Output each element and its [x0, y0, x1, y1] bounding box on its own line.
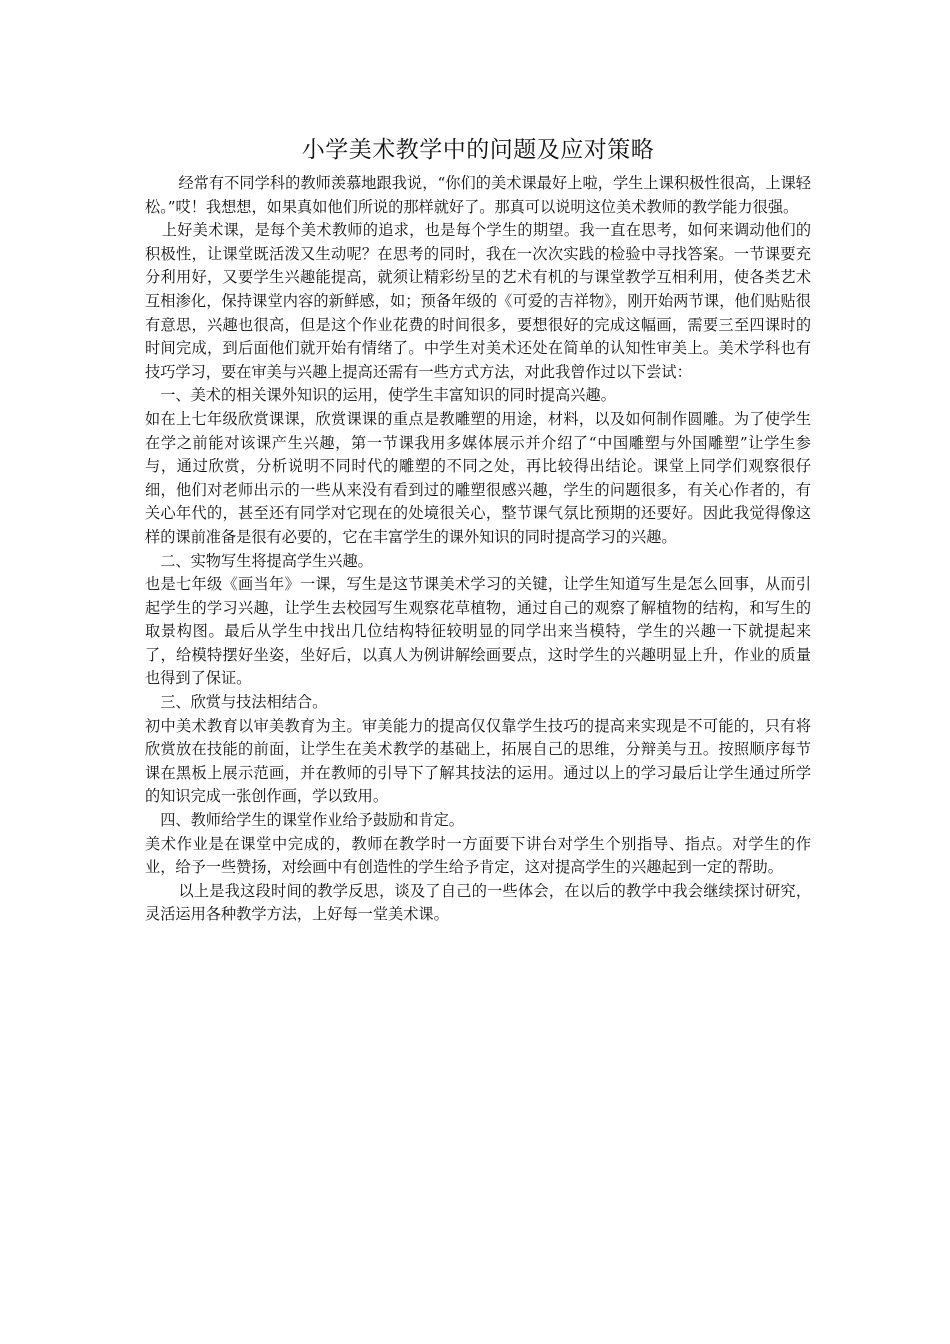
- section-heading-4: 四、教师给学生的课堂作业给予鼓励和肯定。: [160, 811, 464, 830]
- section-heading-3: 三、欣赏与技法相结合。: [160, 693, 328, 712]
- paragraph-conclusion: 以上是我这段时间的教学反思，谈及了自己的一些体会，在以后的教学中我会继续探讨研究，灵活运用各种教学方法，上好每一堂美术课。: [145, 881, 811, 924]
- document-body: [145, 134, 811, 927]
- section-body-1: 如在上七年级欣赏课课，欣赏课课的重点是教雕塑的用途，材料，以及如何制作圆雕。为了使学生在学之前能对该课产生兴趣，第一节课我用多媒体展示并介绍了“中国雕塑与外国雕塑”让学生参与，通过欣赏，分析说明不同时代的雕塑的不同之处，再比较得出结论。课堂上同学们观察很仔细，他们对老师出示的一些从来没有看到过的雕塑很感兴趣，学生的问题很多，有关心作者的，有关心年代的，甚至还有同学对它现在的处境很关心，整节课气氛比预期的还要好。因此我觉得像这样的课前准备是很有必要的，它在丰富学生的课外知识的同时提高学习的兴趣。: [145, 409, 811, 546]
- section-body-3: 初中美术教育以审美教育为主。审美能力的提高仅仅靠学生技巧的提高来实现是不可能的，只有将欣赏放在技能的前面，让学生在美术教学的基础上，拓展自己的思维，分辩美与丑。按照顺序每节课在黑板上展示范画，并在教师的引导下了解其技法的运用。通过以上的学习最后让学生通过所学的知识完成一张创作画，学以致用。: [145, 716, 811, 806]
- paragraph-overview: 上好美术课，是每个美术教师的追求，也是每个学生的期望。我一直在思考，如何来调动他们的积极性，让课堂既活泼又生动呢？在思考的同时，我在一次次实践的检验中寻找答案。一节课要充分利用好，又要学生兴趣能提高，就须让精彩纷呈的艺术有机的与课堂教学互相利用，使各类艺术互相渗化，保持课堂内容的新鲜感，如；预备年级的《可爱的吉祥物》，刚开始两节课，他们贴贴很有意思，兴趣也很高，但是这个作业花费的时间很多，要想很好的完成这幅画，需要三至四课时的时间完成，到后面他们就开始有情绪了。中学生对美术还处在简单的认知性审美上。美术学科也有技巧学习，要在审美与兴趣上提高还需有一些方式方法，对此我曾作过以下尝试：: [145, 221, 811, 381]
- section-heading-2: 二、实物写生将提高学生兴趣。: [160, 551, 373, 570]
- section-body-2: 也是七年级《画当年》一课，写生是这节课美术学习的关键，让学生知道写生是怎么回事，从而引起学生的学习兴趣，让学生去校园写生观察花草植物，通过自己的观察了解植物的结构，和写生的取景构图。最后从学生中找出几位结构特征较明显的同学出来当模特，学生的兴趣一下就提起来了，给模特摆好坐姿，坐好后，以真人为例讲解绘画要点，这时学生的兴趣明显上升，作业的质量也得到了保证。: [145, 575, 811, 688]
- section-heading-1: 一、美术的相关课外知识的运用，使学生丰富知识的同时提高兴趣。: [160, 386, 616, 405]
- document-title: 小学美术教学中的问题及应对策略: [301, 137, 655, 163]
- section-body-4: 美术作业是在课堂中完成的，教师在教学时一方面要下讲台对学生个别指导、指点。对学生的作业，给予一些赞扬，对绘画中有创造性的学生给予肯定，这对提高学生的兴趣起到一定的帮助。: [145, 834, 811, 877]
- paragraph-intro: 经常有不同学科的教师羡慕地跟我说，“你们的美术课最好上啦，学生上课积极性很高，上课轻松。”哎！我想想，如果真如他们所说的那样就好了。那真可以说明这位美术教师的教学能力很强。: [145, 174, 811, 216]
